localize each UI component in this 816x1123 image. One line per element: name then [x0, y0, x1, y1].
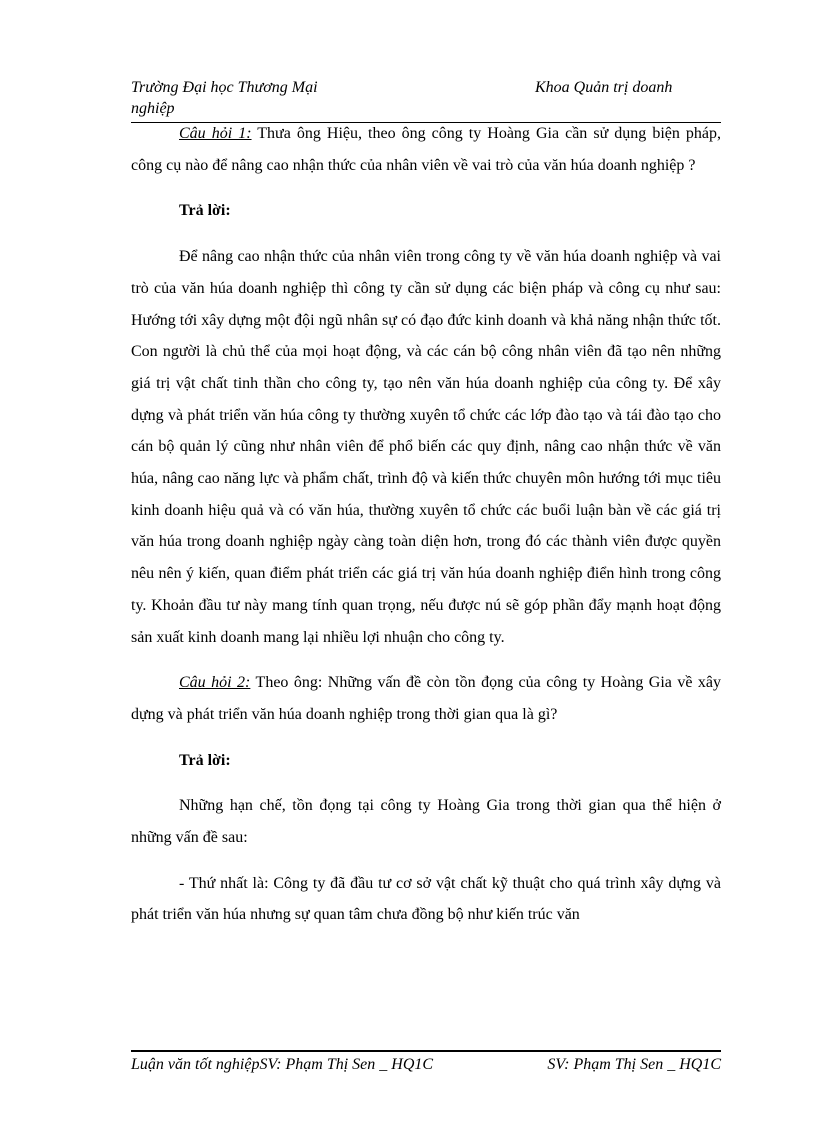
footer-thesis-label: Luận văn tốt nghiệpSV: Phạm Thị Sen _ HQ1C [131, 1056, 434, 1073]
page-footer [131, 1050, 721, 1082]
answer-2-label: Trả lời: [179, 751, 231, 769]
question-1 [131, 118, 721, 181]
page-header [131, 78, 721, 123]
header-faculty-name: Khoa Quản trị doanh [535, 79, 673, 96]
footer-student-name: SV: Phạm Thị Sen _ HQ1C [547, 1056, 721, 1073]
answer-1-heading [131, 195, 721, 227]
question-2-text: Theo ông: Những vấn đề còn tồn đọng của công ty Hoàng Gia về xây dựng và phát triển văn húa doanh nghiệp trong thời gian qua là gì? [131, 674, 722, 723]
question-2-label: Câu hỏi 2: [179, 674, 251, 692]
question-1-text: Thưa ông Hiệu, theo ông công ty Hoàng Gia cần sử dụng biện pháp, công cụ nào để nâng cao nhận thức của nhân viên về vai trò của văn húa doanh nghiệp ? [131, 125, 721, 174]
answer-1-label: Trả lời: [179, 202, 231, 220]
question-1-label: Câu hỏi 1: [179, 125, 252, 142]
point-1-paragraph: - Thứ nhất là: Công ty đã đầu tư cơ sở vật chất kỹ thuật cho quá trình xây dựng và phát triển văn húa nhưng sự quan tâm chưa đồng bộ như kiến trúc văn [131, 874, 721, 924]
answer-2-heading [131, 745, 721, 777]
answer-2-paragraph: Những hạn chế, tồn đọng tại công ty Hoàng Gia trong thời gian qua thể hiện ở những vấn đề sau: [131, 797, 721, 847]
document-body [131, 118, 721, 931]
answer-1-paragraph: Để nâng cao nhận thức của nhân viên trong công ty về văn húa doanh nghiệp và vai trò của văn húa doanh nghiệp thì công ty cần sử dụng các biện pháp và công cụ như sau: Hướng tới xây dựng một đội ngũ nhân sự có đạo đức kinh doanh và khả năng nhận thức tốt. Con người là chủ thể của mọi hoạt động, và các cán bộ công nhân viên đã tạo nên những giá trị vật chất tinh thần cho công ty, tạo nên văn húa doanh nghiệp của công ty. Để xây dựng và phát triển văn húa công ty thường xuyên tổ chức các lớp đào tạo và tái đào tạo cho cán bộ quản lý cũng như nhân viên để phổ biến các quy định, nâng cao nhận thức về văn húa, nâng cao năng lực và phẩm chất, trình độ và kiến thức chuyên môn hướng tới mục tiêu kinh doanh hiệu quả và có văn húa, thường xuyên tổ chức các buổi luận bàn về các giá trị văn húa trong doanh nghiệp ngày càng toàn diện hơn, trong đó các thành viên được quyền nêu nên ý kiến, quan điểm phát triển các giá trị văn húa doanh nghiệp điển hình trong công ty. Khoản đầu tư này mang tính quan trọng, nếu được nú sẽ góp phần đẩy mạnh hoạt động sản xuất kinh doanh mang lại nhiều lợi nhuận cho công ty. [131, 248, 721, 646]
question-2 [131, 667, 721, 730]
header-school-name: Trường Đại học Thương Mại [131, 79, 318, 96]
header-faculty-name-continued: nghiệp [131, 100, 175, 117]
